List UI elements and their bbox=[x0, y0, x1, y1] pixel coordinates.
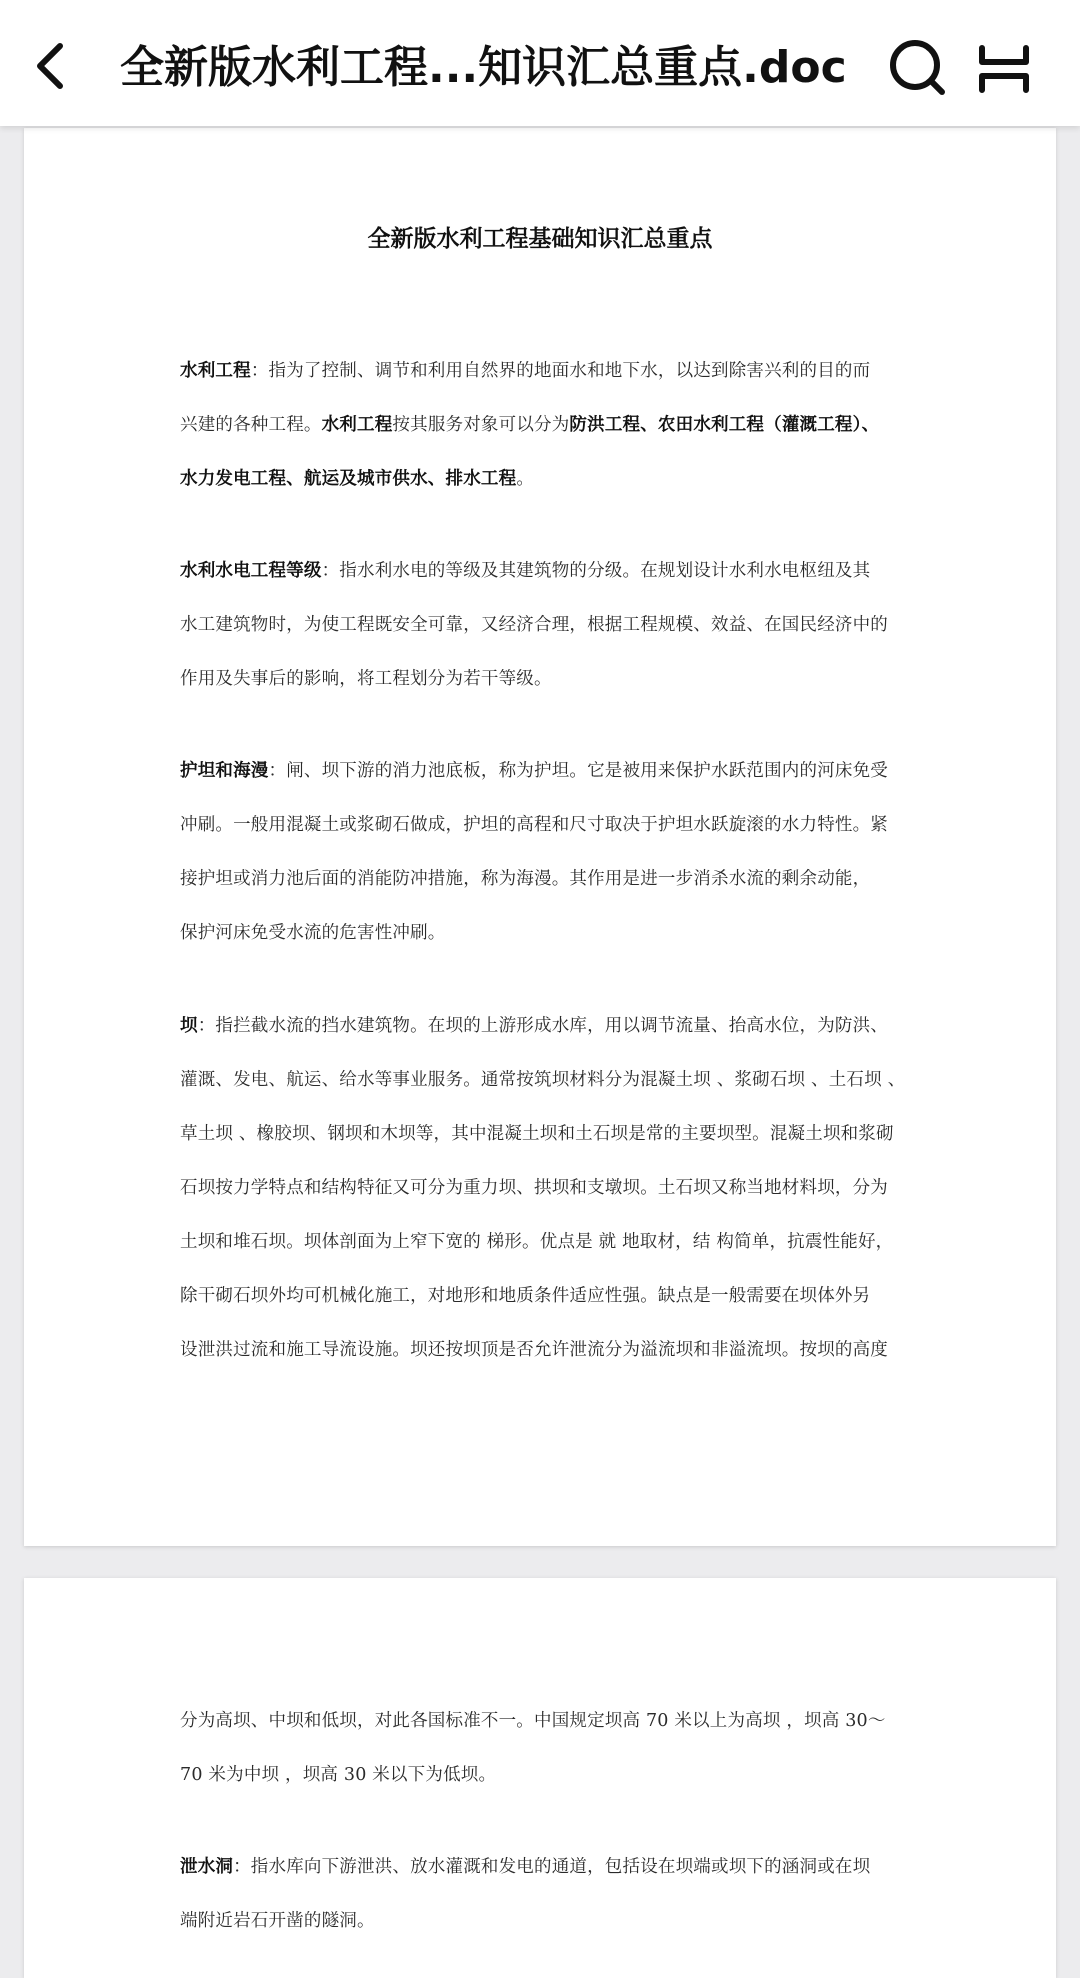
text-line bbox=[180, 344, 940, 398]
reading-mode-icon bbox=[976, 42, 1032, 96]
text-span: 按其服务对象可以分为 bbox=[392, 415, 570, 435]
term-label: 水利水电工程等级 bbox=[180, 561, 322, 581]
text-line: 灌溉、发电、航运、给水等事业服务。通常按筑坝材料分为混凝土坝 、浆砌石坝 、土石坝 、 bbox=[180, 1070, 906, 1090]
term-label: 坝 bbox=[180, 1016, 198, 1036]
paragraph-water-conservancy bbox=[180, 344, 940, 506]
text-line: 保护河床免受水流的危害性冲刷。 bbox=[180, 923, 446, 943]
text-line bbox=[180, 1840, 940, 1894]
paragraph-apron bbox=[180, 744, 940, 960]
text-span: 兴建的各种工程。 bbox=[180, 415, 322, 435]
text-line bbox=[180, 999, 940, 1053]
paragraph-dam-continued bbox=[180, 1694, 940, 1802]
text-line: 分为高坝、中坝和低坝，对此各国标准不一。中国规定坝高 70 米以上为高坝 ，坝高 30～ bbox=[180, 1711, 886, 1731]
chevron-left-icon bbox=[28, 36, 76, 96]
text-line: 土坝和堆石坝。坝体剖面为上窄下宽的 梯形。优点是 就 地取材，结 构简单，抗震性能好， bbox=[180, 1232, 894, 1252]
text-line: 草土坝 、橡胶坝、钢坝和木坝等，其中混凝土坝和土石坝是常的主要坝型。混凝土坝和浆砌 bbox=[180, 1124, 894, 1144]
text-span: 。 bbox=[516, 469, 535, 489]
paragraph-project-grade bbox=[180, 544, 940, 706]
top-app-bar bbox=[0, 0, 1080, 126]
text-line: 冲刷。一般用混凝土或浆砌石做成，护坦的高程和尺寸取决于护坦水跃旋滚的水力特性。紧 bbox=[180, 815, 888, 835]
text-span: ：指拦截水流的挡水建筑物。在坝的上游形成水库，用以调节流量、抬高水位，为防洪、 bbox=[197, 1016, 888, 1036]
document-heading: 全新版水利工程基础知识汇总重点 bbox=[367, 225, 713, 252]
document-title: 全新版水利工程...知识汇总重点.doc bbox=[120, 42, 847, 93]
text-line bbox=[180, 544, 940, 598]
text-line: 石坝按力学特点和结构特征又可分为重力坝、拱坝和支墩坝。土石坝又称当地材料坝，分为 bbox=[180, 1178, 888, 1198]
text-span: ：闸、坝下游的消力池底板，称为护坦。它是被用来保护水跃范围内的河床免受 bbox=[268, 761, 888, 781]
text-span: ：指为了控制、调节和利用自然界的地面水和地下水，以达到除害兴利的目的而 bbox=[250, 361, 871, 381]
text-line bbox=[180, 398, 940, 452]
document-page-2 bbox=[24, 1578, 1056, 1978]
text-span: ：指水库向下游泄洪、放水灌溉和发电的通道，包括设在坝端或坝下的涵洞或在坝 bbox=[233, 1857, 871, 1877]
text-line: 水工建筑物时，为使工程既安全可靠，又经济合理，根据工程规模、效益、在国民经济中的 bbox=[180, 615, 888, 635]
text-line: 接护坦或消力池后面的消能防冲措施，称为海漫。其作用是进一步消杀水流的剩余动能， bbox=[180, 869, 871, 889]
text-line: 端附近岩石开凿的隧洞。 bbox=[180, 1911, 375, 1931]
text-line: 除干砌石坝外均可机械化施工，对地形和地质条件适应性强。缺点是一般需要在坝体外另 bbox=[180, 1286, 871, 1306]
term-label: 防洪工程、农田水利工程（灌溉工程）、 bbox=[569, 415, 880, 435]
search-icon bbox=[888, 38, 948, 98]
text-span: ：指水利水电的等级及其建筑物的分级。在规划设计水利水电枢纽及其 bbox=[321, 561, 871, 581]
term-label: 泄水洞 bbox=[180, 1857, 234, 1877]
text-line bbox=[180, 452, 940, 506]
term-label: 水力发电工程、航运及城市供水、排水工程 bbox=[180, 469, 517, 489]
reading-mode-button[interactable] bbox=[976, 42, 1032, 96]
text-line bbox=[180, 744, 940, 798]
paragraph-outlet-tunnel bbox=[180, 1840, 940, 1948]
text-line: 设泄洪过流和施工导流设施。坝还按坝顶是否允许泄流分为溢流坝和非溢流坝。按坝的高度 bbox=[180, 1340, 888, 1360]
document-page-1 bbox=[24, 128, 1056, 1546]
search-button[interactable] bbox=[888, 38, 948, 98]
term-label: 水利工程 bbox=[180, 361, 251, 381]
text-line: 作用及失事后的影响，将工程划分为若干等级。 bbox=[180, 669, 552, 689]
text-line: 70 米为中坝 ，坝高 30 米以下为低坝。 bbox=[180, 1765, 497, 1785]
term-label: 护坦和海漫 bbox=[180, 761, 269, 781]
paragraph-dam bbox=[180, 999, 940, 1377]
term-label: 水利工程 bbox=[321, 415, 393, 435]
back-button[interactable] bbox=[28, 36, 76, 96]
